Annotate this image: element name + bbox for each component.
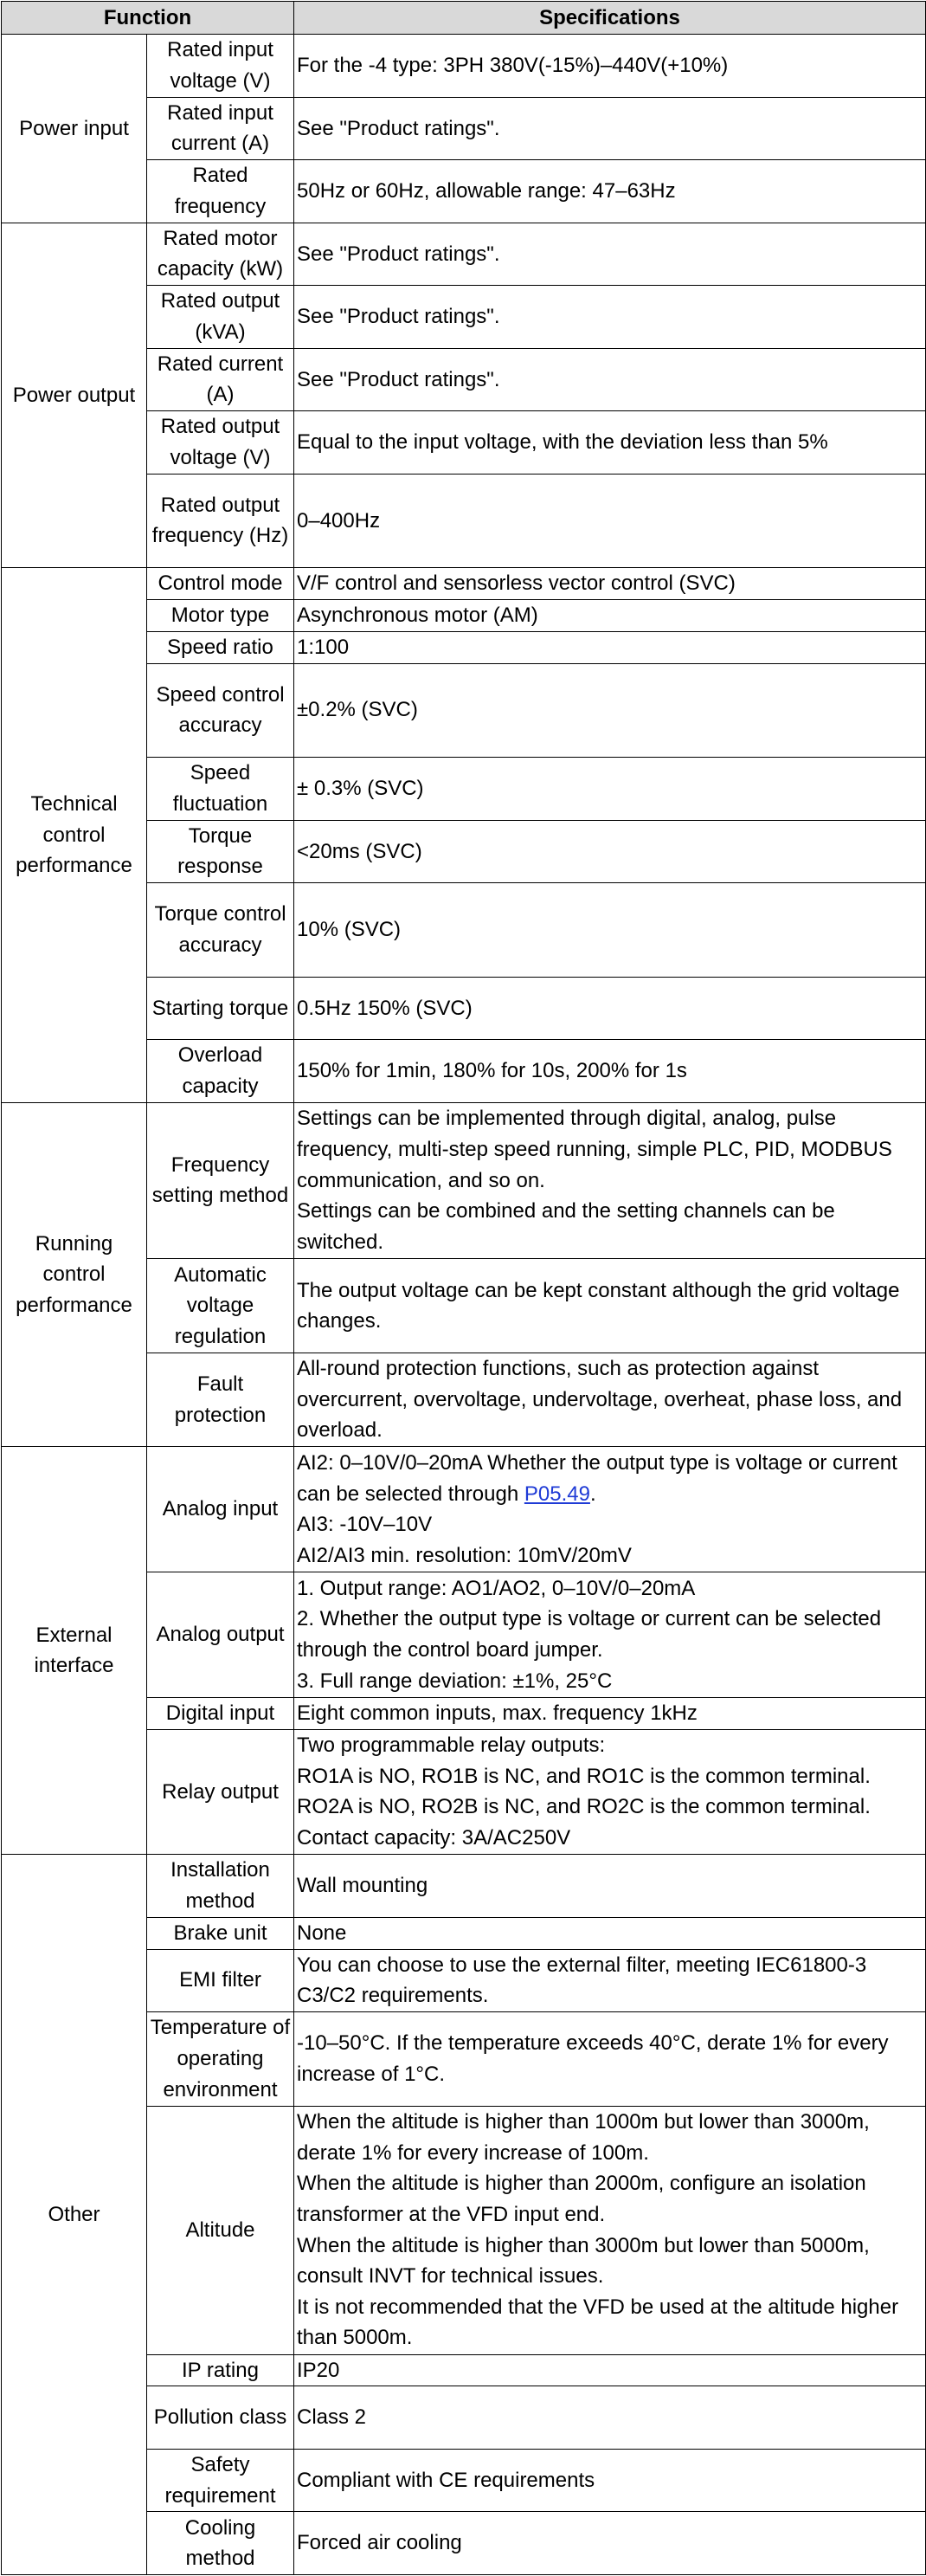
table-row bbox=[2, 1447, 926, 1572]
function-label-cell: EMI filter bbox=[147, 1949, 294, 2012]
specification-line: RO2A is NO, RO2B is NC, and RO2C is the common terminal. bbox=[297, 1795, 871, 1819]
specification-cell bbox=[294, 820, 926, 883]
specification-line: Eight common inputs, max. frequency 1kHz bbox=[297, 1701, 698, 1725]
function-group-cell: Technical control performance bbox=[2, 568, 147, 1102]
parameter-link[interactable]: P05.49 bbox=[524, 1482, 590, 1506]
function-label-cell: Brake unit bbox=[147, 1917, 294, 1949]
specification-cell bbox=[294, 35, 926, 98]
specification-line: ± 0.3% (SVC) bbox=[297, 777, 424, 801]
specification-line: 50Hz or 60Hz, allowable range: 47–63Hz bbox=[297, 179, 676, 203]
specification-line: Settings can be combined and the setting channels can be switched. bbox=[297, 1199, 835, 1254]
specification-line: When the altitude is higher than 2000m, configure an isolation transformer at the VFD input end. bbox=[297, 2172, 866, 2227]
specification-cell bbox=[294, 1917, 926, 1949]
specification-line: AI2/AI3 min. resolution: 10mV/20mV bbox=[297, 1543, 632, 1567]
function-group-cell: External interface bbox=[2, 1447, 147, 1855]
function-label-cell: Pollution class bbox=[147, 2386, 294, 2449]
specification-cell bbox=[294, 1855, 926, 1918]
specification-cell bbox=[294, 663, 926, 758]
specification-cell bbox=[294, 977, 926, 1039]
specification-cell bbox=[294, 1353, 926, 1447]
function-header: Function bbox=[2, 2, 294, 35]
specification-line: Class 2 bbox=[297, 2405, 367, 2430]
specification-cell bbox=[294, 2012, 926, 2107]
specification-cell bbox=[294, 223, 926, 286]
function-label-cell: Cooling method bbox=[147, 2512, 294, 2575]
function-label-cell: Rated output frequency (Hz) bbox=[147, 474, 294, 568]
specification-line: Wall mounting bbox=[297, 1874, 428, 1898]
function-label-cell: Rated output (kVA) bbox=[147, 286, 294, 349]
specification-cell bbox=[294, 568, 926, 600]
function-label-cell: Temperature of operating environment bbox=[147, 2012, 294, 2107]
table-header-row bbox=[2, 2, 926, 35]
specification-line: For the -4 type: 3PH 380V(-15%)–440V(+10%) bbox=[297, 53, 729, 77]
specification-line: RO1A is NO, RO1B is NC, and RO1C is the common terminal. bbox=[297, 1764, 871, 1788]
specification-line: Settings can be implemented through digital, analog, pulse frequency, multi-step speed running, simple PLC, PID, MODBUS communication, and so on. bbox=[297, 1107, 892, 1192]
function-label-cell: Safety requirement bbox=[147, 2449, 294, 2512]
specification-cell bbox=[294, 286, 926, 349]
specification-line: The output voltage can be kept constant although the grid voltage changes. bbox=[297, 1278, 900, 1333]
specification-line: V/F control and sensorless vector control (SVC) bbox=[297, 571, 736, 596]
specification-cell bbox=[294, 1697, 926, 1729]
specification-line: IP20 bbox=[297, 2358, 340, 2382]
function-label-cell: Analog input bbox=[147, 1447, 294, 1572]
specification-line: 0.5Hz 150% (SVC) bbox=[297, 996, 473, 1020]
specification-line: Contact capacity: 3A/AC250V bbox=[297, 1825, 571, 1850]
specification-cell bbox=[294, 1447, 926, 1572]
specification-line: When the altitude is higher than 1000m but lower than 3000m, derate 1% for every increase of 100m. bbox=[297, 2110, 870, 2165]
function-label-cell: Altitude bbox=[147, 2106, 294, 2354]
specification-cell bbox=[294, 474, 926, 568]
specification-line: Forced air cooling bbox=[297, 2531, 462, 2555]
specification-cell bbox=[294, 1949, 926, 2012]
function-label-cell: Frequency setting method bbox=[147, 1102, 294, 1259]
specification-cell bbox=[294, 2449, 926, 2512]
function-label-cell: Installation method bbox=[147, 1855, 294, 1918]
function-label-cell: Analog output bbox=[147, 1572, 294, 1698]
specification-cell bbox=[294, 411, 926, 475]
specification-line: All-round protection functions, such as protection against overcurrent, overvoltage, undervoltage, overheat, phase loss, and overload. bbox=[297, 1357, 903, 1443]
specification-cell bbox=[294, 2386, 926, 2449]
function-group-cell: Running control performance bbox=[2, 1102, 147, 1447]
specification-line: You can choose to use the external filter, meeting IEC61800-3 C3/C2 requirements. bbox=[297, 1953, 867, 2008]
specification-line: 1:100 bbox=[297, 635, 350, 659]
specification-line: 3. Full range deviation: ±1%, 25°C bbox=[297, 1669, 613, 1693]
specification-line: Two programmable relay outputs: bbox=[297, 1733, 606, 1758]
function-label-cell: Motor type bbox=[147, 600, 294, 632]
table-row bbox=[2, 35, 926, 98]
function-label-cell: Relay output bbox=[147, 1729, 294, 1855]
function-label-cell: Speed control accuracy bbox=[147, 663, 294, 758]
specification-cell bbox=[294, 1102, 926, 1259]
specification-line: None bbox=[297, 1921, 347, 1945]
function-label-cell: Overload capacity bbox=[147, 1039, 294, 1102]
function-label-cell: Torque response bbox=[147, 820, 294, 883]
specification-line: When the altitude is higher than 3000m but lower than 5000m, consult INVT for technical issues. bbox=[297, 2233, 870, 2289]
specification-cell bbox=[294, 631, 926, 663]
table-row bbox=[2, 223, 926, 286]
specifications-table bbox=[1, 1, 926, 2575]
function-label-cell: Rated frequency bbox=[147, 160, 294, 223]
specification-line: -10–50°C. If the temperature exceeds 40°C, derate 1% for every increase of 1°C. bbox=[297, 2031, 889, 2086]
function-label-cell: Speed ratio bbox=[147, 631, 294, 663]
specification-text: . bbox=[589, 1482, 596, 1506]
specification-line: AI3: -10V–10V bbox=[297, 1513, 433, 1537]
function-label-cell: Rated input voltage (V) bbox=[147, 35, 294, 98]
specification-line: It is not recommended that the VFD be used at the altitude higher than 5000m. bbox=[297, 2295, 899, 2350]
function-label-cell: Control mode bbox=[147, 568, 294, 600]
table-row bbox=[2, 568, 926, 600]
specifications-header: Specifications bbox=[294, 2, 926, 35]
specification-cell bbox=[294, 758, 926, 821]
function-label-cell: Fault protection bbox=[147, 1353, 294, 1447]
specification-line: 10% (SVC) bbox=[297, 918, 402, 942]
specification-line: See "Product ratings". bbox=[297, 367, 500, 391]
function-label-cell: Rated input current (A) bbox=[147, 97, 294, 160]
specification-line: See "Product ratings". bbox=[297, 305, 500, 329]
specification-line: Asynchronous motor (AM) bbox=[297, 604, 538, 628]
function-group-cell: Power output bbox=[2, 223, 147, 568]
specification-text: AI2: 0–10V/0–20mA Whether the output type is voltage or current can be selected through bbox=[297, 1451, 897, 1506]
specification-line: Compliant with CE requirements bbox=[297, 2468, 595, 2492]
table-row bbox=[2, 1102, 926, 1259]
specification-cell bbox=[294, 2106, 926, 2354]
specification-cell bbox=[294, 1572, 926, 1698]
specification-line: <20ms (SVC) bbox=[297, 839, 422, 863]
function-label-cell: Speed fluctuation bbox=[147, 758, 294, 821]
specification-cell bbox=[294, 600, 926, 632]
specification-cell bbox=[294, 97, 926, 160]
function-label-cell: Rated output voltage (V) bbox=[147, 411, 294, 475]
function-label-cell: Starting torque bbox=[147, 977, 294, 1039]
specification-cell bbox=[294, 2512, 926, 2575]
specification-line: ±0.2% (SVC) bbox=[297, 698, 418, 722]
function-label-cell: Automatic voltage regulation bbox=[147, 1259, 294, 1353]
specification-cell bbox=[294, 1729, 926, 1855]
specification-cell bbox=[294, 160, 926, 223]
specification-line: 0–400Hz bbox=[297, 508, 381, 533]
function-label-cell: Rated motor capacity (kW) bbox=[147, 223, 294, 286]
specification-line: 2. Whether the output type is voltage or current can be selected through the control board jumper. bbox=[297, 1607, 882, 1662]
specification-line bbox=[297, 1448, 923, 1509]
specification-cell bbox=[294, 348, 926, 411]
specification-cell bbox=[294, 1259, 926, 1353]
function-group-cell: Other bbox=[2, 1855, 147, 2575]
table-body bbox=[2, 35, 926, 2575]
specification-line: 150% for 1min, 180% for 10s, 200% for 1s bbox=[297, 1058, 687, 1082]
specification-cell bbox=[294, 2354, 926, 2386]
specification-line: Equal to the input voltage, with the deviation less than 5% bbox=[297, 430, 828, 455]
function-label-cell: IP rating bbox=[147, 2354, 294, 2386]
function-label-cell: Torque control accuracy bbox=[147, 883, 294, 978]
specification-line: See "Product ratings". bbox=[297, 242, 500, 266]
function-label-cell: Digital input bbox=[147, 1697, 294, 1729]
function-label-cell: Rated current (A) bbox=[147, 348, 294, 411]
function-group-cell: Power input bbox=[2, 35, 147, 223]
specification-line: 1. Output range: AO1/AO2, 0–10V/0–20mA bbox=[297, 1576, 696, 1600]
specification-cell bbox=[294, 1039, 926, 1102]
specification-line: See "Product ratings". bbox=[297, 116, 500, 140]
table-row bbox=[2, 1855, 926, 1918]
specification-cell bbox=[294, 883, 926, 978]
